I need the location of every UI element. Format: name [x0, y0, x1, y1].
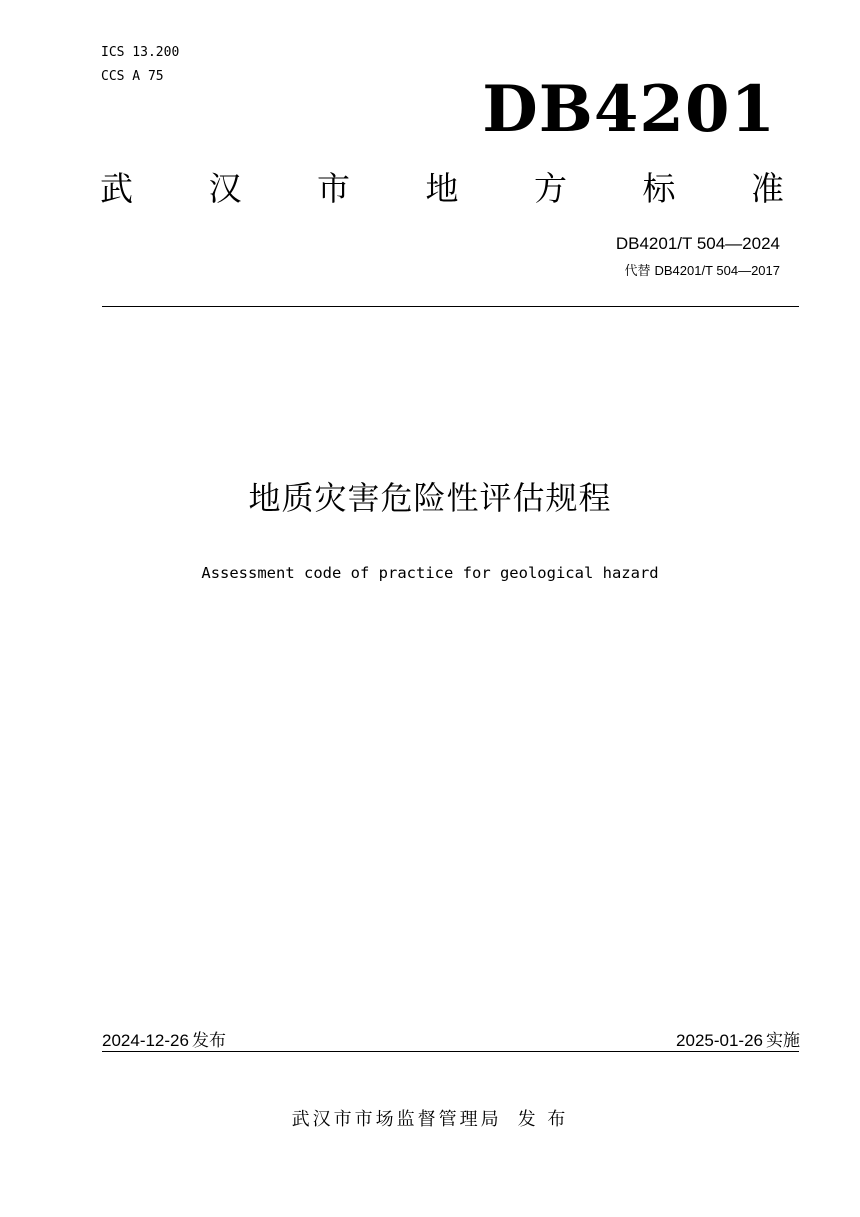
implement-label: 实施 — [766, 1031, 800, 1050]
title-char: 标 — [642, 169, 676, 208]
standard-number: DB4201/T 504—2024 — [615, 234, 780, 253]
implement-date: 2025-01-26 — [676, 1031, 763, 1050]
publish-date-line — [102, 1030, 226, 1052]
top-divider — [102, 306, 799, 307]
publish-label: 发布 — [191, 1031, 226, 1050]
replaces-number: DB4201/T 504—2017 — [654, 263, 780, 278]
title-char: 市 — [317, 169, 350, 208]
ics-code: ICS 13.200 — [101, 45, 180, 60]
bottom-divider — [102, 1051, 799, 1052]
publish-date: 2024-12-26 — [102, 1031, 189, 1050]
replaces-line — [624, 262, 780, 280]
replaces-label: 代替 — [624, 263, 651, 278]
document-subtitle-english: Assessment code of practice for geological hazard — [201, 564, 659, 582]
issuer-name: 武汉市市场监督管理局 — [291, 1109, 502, 1130]
title-char: 准 — [751, 169, 784, 208]
title-char: 方 — [534, 169, 567, 208]
local-standard-title — [100, 166, 784, 212]
title-char: 汉 — [208, 169, 242, 208]
issuer-line — [0, 1107, 860, 1133]
title-char: 武 — [100, 169, 133, 208]
implement-date-line — [676, 1030, 800, 1052]
issue-action: 发 布 — [517, 1109, 569, 1130]
title-char: 地 — [425, 169, 459, 208]
db-code-mark: DB4201 — [482, 72, 776, 147]
document-title: 地质灾害危险性评估规程 — [248, 479, 612, 517]
ccs-code: CCS A 75 — [101, 69, 164, 84]
